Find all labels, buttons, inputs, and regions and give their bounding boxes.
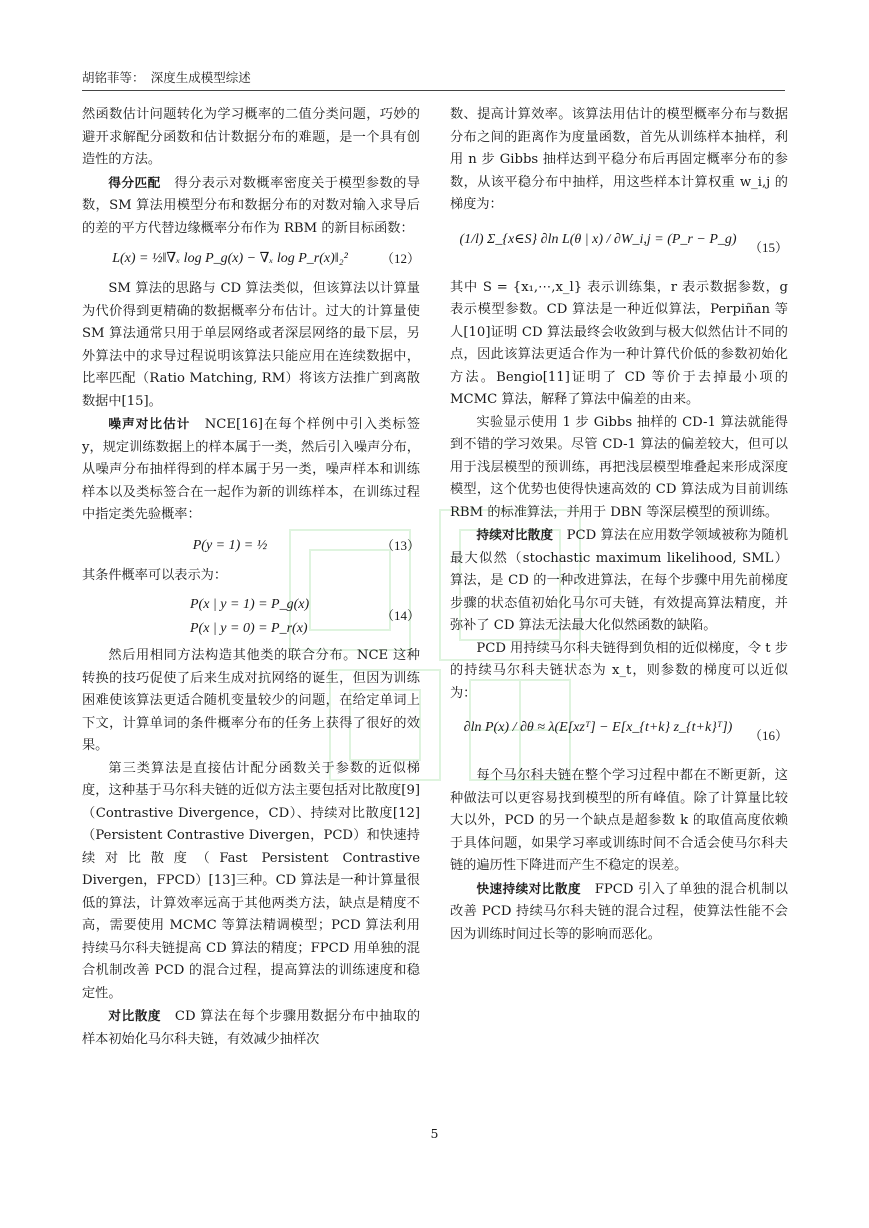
- paragraph: 每个马尔科夫链在整个学习过程中都在不断更新，这种做法可以更容易找到模型的所有峰值。除了计算量比较大以外，PCD 的另一个缺点是超参数 k 的取值高度依赖于具体问题，如果学习率或训练时间不合适会使马尔科夫链的遍历性下降进而产生不稳定的误差。: [450, 768, 788, 873]
- paragraph-pcd: 持续对比散度 PCD 算法在应用数学领域被称为随机最大似然（stochastic maximum likelihood, SML）算法，是 CD 的一种改进算法，在每个步骤中用先前梯度步骤的状态值初始化马尔可夫链，有效提高算法精度，并弥补了 CD 算法无法最大化似然函数的缺陷。: [450, 527, 789, 633]
- equation-12: [82, 244, 420, 274]
- paragraph-score-matching: 得分匹配 得分表示对数概率密度关于模型参数的导数，SM 算法用模型分布和数据分布的对数对输入求导后的差的平方代替边缘概率分布作为 RBM 的新目标函数：: [82, 174, 421, 236]
- equation-16: [450, 709, 788, 761]
- keyword-fpcd: 快速持续对比散度: [476, 880, 582, 896]
- paragraph-cd: 对比散度 CD 算法在每个步骤用数据分布中抽取的样本初始化马尔科夫链，有效减少抽样次: [82, 1008, 421, 1047]
- right-column: [450, 104, 788, 946]
- left-column: [82, 104, 420, 1051]
- equation-16-body: ∂ln P(x) / ∂θ ≈ λ(E[xzᵀ] − E[x_{t+k} z_{t+k}ᵀ]): [463, 720, 733, 735]
- paragraph: PCD 用持续马尔科夫链得到负相的近似梯度，令 t 步的持续马尔科夫链状态为 x_t，则参数的梯度可以近似为：: [450, 640, 788, 701]
- keyword-cd: 对比散度: [108, 1008, 162, 1023]
- equation-number: （13）: [380, 537, 420, 553]
- equation-number: （14）: [380, 608, 420, 623]
- paragraph: 第三类算法是直接估计配分函数关于参数的近似梯度，这种基于马尔科夫链的近似方法主要包括对比散度[9]（Contrastive Divergence，CD）、持续对比散度[12]（Persistent Contrastive Divergen，PCD）和快速持续对比散度（Fast Persistent Contrastive Divergen，FPCD）[13]三种。CD 算法是一种计算量很低的算法，计算效率远高于其他两类方法，缺点是精度不高，需要使用 MCMC 等算法精调模型；PCD 算法利用持续马尔科夫链提高 CD 算法的精度；FPCD 用单独的混合机制改善 PCD 的混合过程，提高算法的训练速度和稳定性。: [82, 760, 420, 1001]
- keyword-nce: 噪声对比估计: [108, 416, 191, 431]
- equation-number: （15）: [748, 239, 788, 255]
- paragraph-nce: 噪声对比估计 NCE[16]在每个样例中引入类标签 y，规定训练数据上的样本属于一类，然后引入噪声分布，从噪声分布抽样得到的样本属于另一类，噪声样本和训练样本以及类标签合在一起作为新的训练样本，在训练过程中指定类先验概率：: [82, 416, 421, 522]
- running-head: 胡铭菲等： 深度生成模型综述: [82, 70, 251, 85]
- equation-14: [82, 591, 420, 641]
- equation-13-body: P(y = 1) = ½: [192, 537, 268, 553]
- equation-number: （12）: [380, 251, 420, 266]
- paragraph: 其条件概率可以表示为：: [82, 567, 228, 583]
- paragraph-fpcd: 快速持续对比散度 FPCD 引入了单独的混合机制以改善 PCD 持续马尔科夫链的混合过程，使算法性能不会因为训练时间过长等的影响而恶化。: [450, 880, 788, 942]
- paragraph: 然函数估计问题转化为学习概率的二值分类问题，巧妙的避开求解配分函数和估计数据分布的难题，是一个具有创造性的方法。: [82, 107, 420, 167]
- equation-13: [82, 531, 420, 561]
- keyword-score-matching: 得分匹配: [108, 174, 161, 190]
- equation-number: （16）: [748, 728, 788, 743]
- paragraph: 然后用相同方法构造其他类的联合分布。NCE 这种转换的技巧促使了后来生成对抗网络的诞生，但因为训练困难使该算法更适合随机变量较少的问题，在给定单词上下文，计算单词的条件概率分布的任务上获得了很好的效果。: [82, 648, 420, 753]
- equation-14-body: P(x | y = 1) = P_g(x) P(x | y = 0) = P_r(x): [190, 597, 310, 636]
- paragraph: 实验显示使用 1 步 Gibbs 抽样的 CD-1 算法就能得到不错的学习效果。尽管 CD-1 算法的偏差较大，但可以用于浅层模型的预训练，再把浅层模型堆叠起来形成深度模型，这个优势也使得快速高效的 CD 算法成为目前训练 RBM 的标准算法，并用于 DBN 等深层模型的预训练。: [450, 414, 788, 520]
- header-rule: [82, 90, 785, 91]
- equation-12-body: L(x) = ½‖∇ₓ log P_g(x) − ∇ₓ log P_r(x)‖₂²: [112, 251, 348, 266]
- equation-15: [450, 221, 788, 273]
- paragraph: 数、提高计算效率。该算法用估计的模型概率分布与数据分布之间的距离作为度量函数，首先从训练样本抽样，利用 n 步 Gibbs 抽样达到平稳分布后再固定概率分布的参数，从该平稳分布中抽样，用这些样本计算权重 w_i,j 的梯度为：: [450, 107, 788, 212]
- paragraph: SM 算法的思路与 CD 算法类似，但该算法以计算量为代价得到更精确的数据概率分布估计。过大的计算量使 SM 算法通常只用于单层网络或者深层网络的最下层，另外算法中的求导过程说明该算法只能应用在连续数据中，比率匹配（Ratio Matching, RM）将该方法推广到离散数据中[15]。: [82, 281, 420, 409]
- keyword-pcd: 持续对比散度: [476, 527, 554, 542]
- page-number: 5: [430, 1126, 439, 1141]
- equation-15-body: (1/l) Σ_{x∈S} ∂ln L(θ | x) / ∂W_i,j = (P_r − P_g): [459, 231, 737, 247]
- paragraph: 其中 S = {x₁,⋯,x_l} 表示训练集，r 表示数据参数，g 表示模型参数。CD 算法是一种近似算法，Perpiñan 等人[10]证明 CD 算法最终会收敛到与极大似然估计不同的点，因此该算法更适合作为一种计算代价低的参数初始化方法。Bengio[11]证明了 CD 等价于去掉最小项的 MCMC 算法，解释了算法中偏差的由来。: [450, 279, 788, 407]
